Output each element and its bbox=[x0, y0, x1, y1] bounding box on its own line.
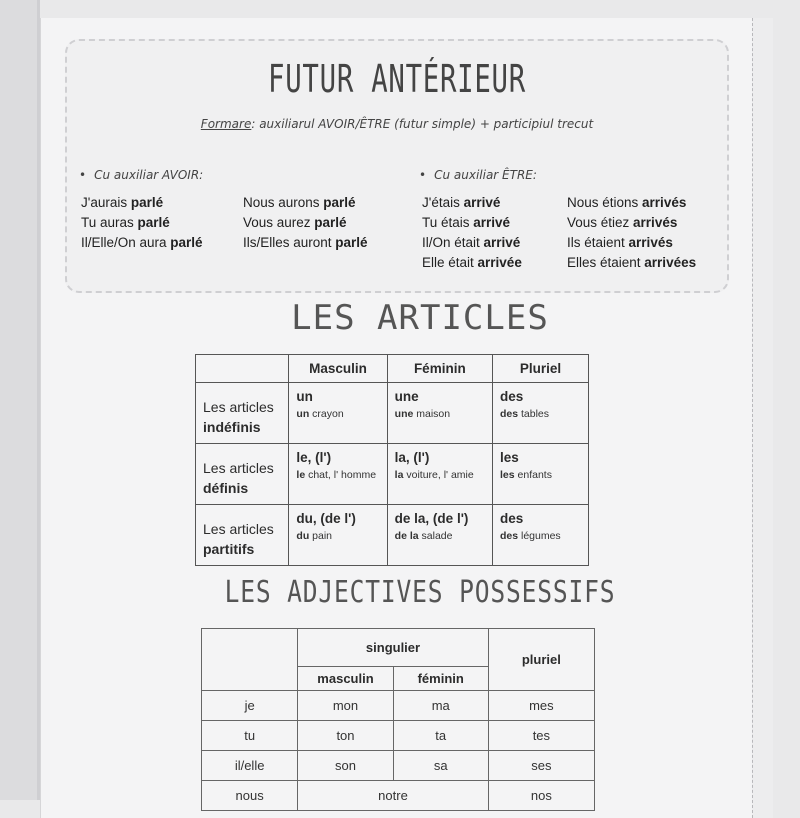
table-row bbox=[202, 781, 595, 811]
person-cell: il/elle bbox=[202, 751, 298, 781]
table-cell: son bbox=[298, 751, 393, 781]
table-cell: une une maison bbox=[387, 383, 492, 444]
header-masculin: masculin bbox=[298, 667, 393, 691]
formare-line bbox=[67, 117, 727, 131]
header-feminin: féminin bbox=[393, 667, 488, 691]
table-cell: mon bbox=[298, 691, 393, 721]
conj-line: Tu auras parlé bbox=[81, 215, 170, 230]
table-cell: ta bbox=[393, 721, 488, 751]
futur-title: FUTUR ANTÉRIEUR bbox=[268, 57, 526, 101]
header-pluriel: pluriel bbox=[488, 629, 594, 691]
etre-singular-list bbox=[422, 193, 522, 273]
table-cell: du, (de l') du pain bbox=[289, 505, 387, 566]
etre-plural-list bbox=[567, 193, 696, 273]
articles-title: LES ARTICLES bbox=[291, 298, 549, 338]
table-cell: tes bbox=[488, 721, 594, 751]
conj-line: J'aurais parlé bbox=[81, 195, 164, 210]
left-page-edge bbox=[0, 0, 40, 800]
conj-line: Il/On était arrivé bbox=[422, 235, 521, 250]
table-row bbox=[202, 691, 595, 721]
conj-line: Ils étaient arrivés bbox=[567, 235, 673, 250]
table-cell: le, (l') le chat, l' homme bbox=[289, 444, 387, 505]
table-row bbox=[196, 383, 589, 444]
articles-header-pluriel: Pluriel bbox=[492, 355, 588, 383]
table-cell: notre bbox=[298, 781, 488, 811]
table-cell: des des légumes bbox=[492, 505, 588, 566]
table-cell: nos bbox=[488, 781, 594, 811]
articles-header-feminin: Féminin bbox=[387, 355, 492, 383]
person-cell: tu bbox=[202, 721, 298, 751]
possessifs-header-blank bbox=[202, 629, 298, 691]
formare-text: : auxiliarul AVOIR/ÊTRE (futur simple) + participiul trecut bbox=[251, 117, 594, 131]
table-cell: ton bbox=[298, 721, 393, 751]
row-label: Les articles indéfinis bbox=[196, 383, 289, 444]
conj-line: Il/Elle/On aura parlé bbox=[81, 235, 203, 250]
table-row bbox=[202, 751, 595, 781]
conj-line: Nous étions arrivés bbox=[567, 195, 687, 210]
table-row bbox=[202, 721, 595, 751]
articles-header-masculin: Masculin bbox=[289, 355, 387, 383]
table-cell: mes bbox=[488, 691, 594, 721]
formare-label: Formare bbox=[200, 117, 252, 131]
possessifs-title: LES ADJECTIVES POSSESSIFS bbox=[224, 575, 616, 610]
conj-line: Elles étaient arrivées bbox=[567, 255, 697, 270]
articles-table bbox=[195, 354, 589, 566]
table-cell: de la, (de l') de la salade bbox=[387, 505, 492, 566]
avoir-plural-list bbox=[243, 193, 368, 253]
header-singulier: singulier bbox=[298, 629, 488, 667]
conj-line: Nous aurons parlé bbox=[243, 195, 356, 210]
table-cell: les les enfants bbox=[492, 444, 588, 505]
possessifs-table bbox=[201, 628, 595, 811]
table-row bbox=[196, 444, 589, 505]
etre-heading: • Cu auxiliar ÊTRE: bbox=[419, 168, 537, 182]
articles-header-blank bbox=[196, 355, 289, 383]
conj-line: Elle était arrivée bbox=[422, 255, 522, 270]
row-label: Les articles partitifs bbox=[196, 505, 289, 566]
table-cell: ma bbox=[393, 691, 488, 721]
conj-line: Tu étais arrivé bbox=[422, 215, 511, 230]
conj-line: Vous aurez parlé bbox=[243, 215, 347, 230]
table-cell: la, (l') la voiture, l' amie bbox=[387, 444, 492, 505]
table-cell: ses bbox=[488, 751, 594, 781]
avoir-heading: • Cu auxiliar AVOIR: bbox=[79, 168, 203, 182]
conj-line: J'étais arrivé bbox=[422, 195, 501, 210]
row-label: Les articles définis bbox=[196, 444, 289, 505]
table-cell: sa bbox=[393, 751, 488, 781]
table-row bbox=[196, 505, 589, 566]
avoir-singular-list bbox=[81, 193, 203, 253]
futur-anterieur-box bbox=[65, 39, 729, 293]
person-cell: nous bbox=[202, 781, 298, 811]
table-cell: un un crayon bbox=[289, 383, 387, 444]
table-cell: des des tables bbox=[492, 383, 588, 444]
page-perforation-edge bbox=[752, 18, 773, 818]
conj-line: Ils/Elles auront parlé bbox=[243, 235, 368, 250]
person-cell: je bbox=[202, 691, 298, 721]
conj-line: Vous étiez arrivés bbox=[567, 215, 678, 230]
